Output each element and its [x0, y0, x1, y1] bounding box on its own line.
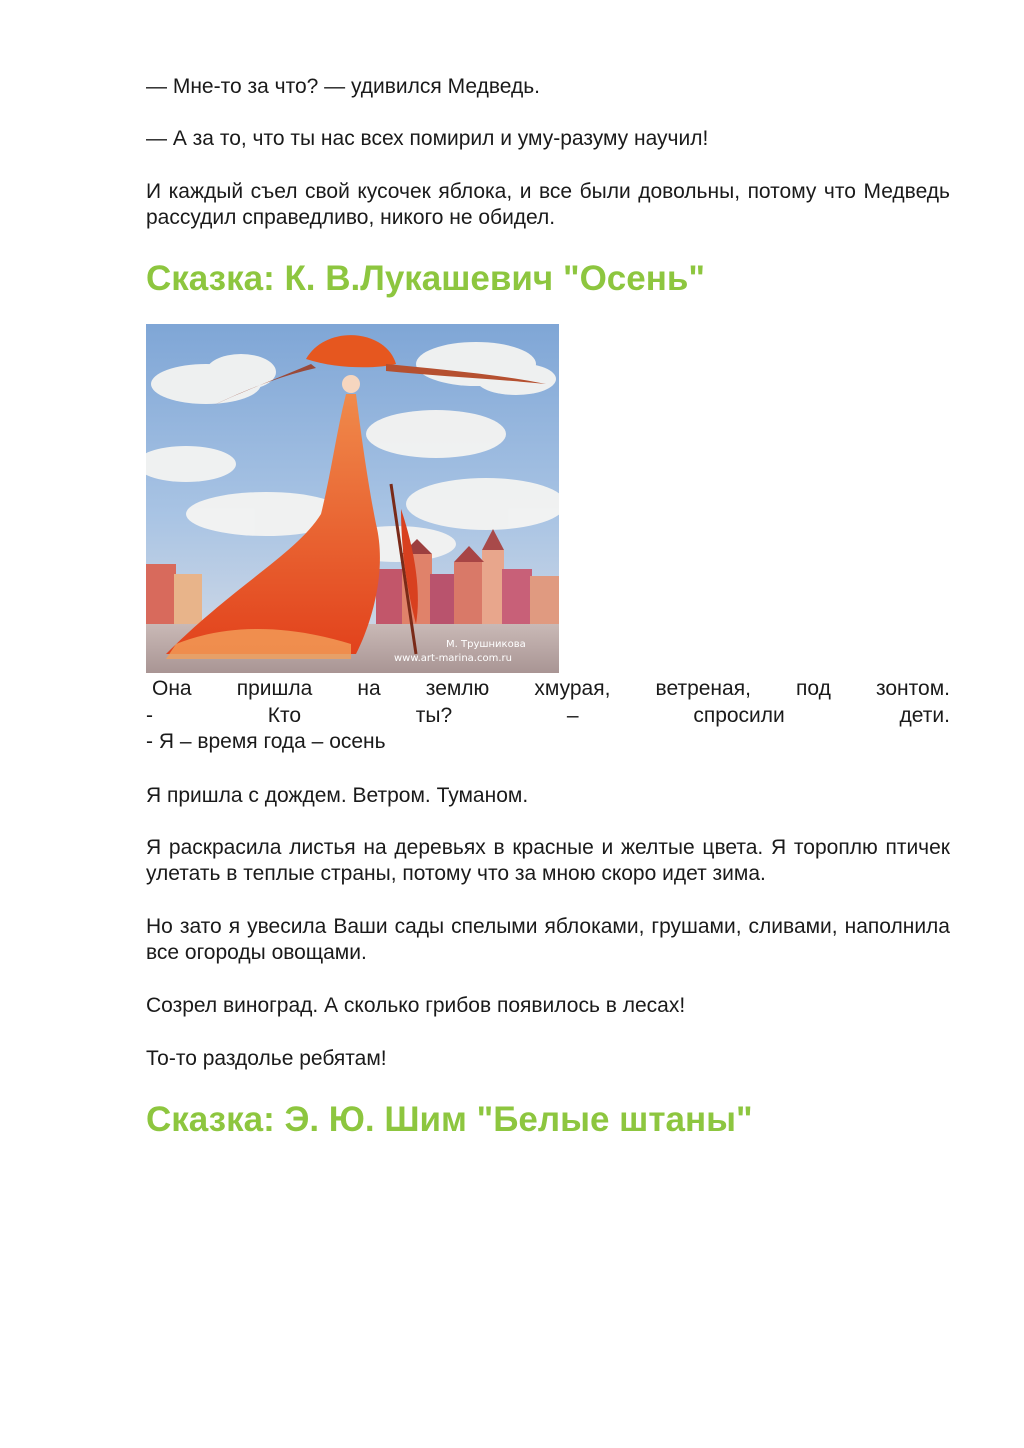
paragraph-leaves: Я раскрасила листья на деревьях в красные и желтые цвета. Я тороплю птичек улетать в теплые страны, потому что за мною скоро идет зима. — [146, 836, 950, 885]
paragraph-grapes: Созрел виноград. А сколько грибов появилось в лесах! — [146, 994, 686, 1017]
story-heading-white-pants: Сказка: Э. Ю. Шим "Белые штаны" — [146, 1100, 753, 1139]
story-heading-autumn: Сказка: К. В.Лукашевич "Осень" — [146, 259, 705, 298]
autumn-lady-illustration — [146, 324, 559, 673]
verse-line-1: Она пришла на землю хмурая, ветреная, под зонтом. — [152, 677, 950, 700]
autumn-verse — [146, 675, 950, 755]
paragraph-gardens: Но зато я увесила Ваши сады спелыми яблоками, грушами, сливами, наполнила все огороды овощами. — [146, 915, 950, 964]
watermark-artist: М. Трушникова — [446, 639, 526, 650]
verse-line-3: - Я – время года – осень — [146, 730, 386, 753]
paragraph-children: То-то раздолье ребятам! — [146, 1047, 387, 1070]
paragraph-apple-ending: И каждый съел свой кусочек яблока, и все были довольны, потому что Медведь рассудил справедливо, никого не обидел. — [146, 180, 950, 229]
paragraph-rain-wind: Я пришла с дождем. Ветром. Туманом. — [146, 784, 529, 807]
verse-line-2: - Кто ты? – спросили дети. — [146, 704, 950, 727]
watermark-url: www.art-marina.com.ru — [394, 653, 512, 664]
paragraph-bear-question: — Мне-то за что? — удивился Медведь. — [146, 75, 540, 98]
paragraph-bear-answer: — А за то, что ты нас всех помирил и уму-разуму научил! — [146, 127, 709, 150]
